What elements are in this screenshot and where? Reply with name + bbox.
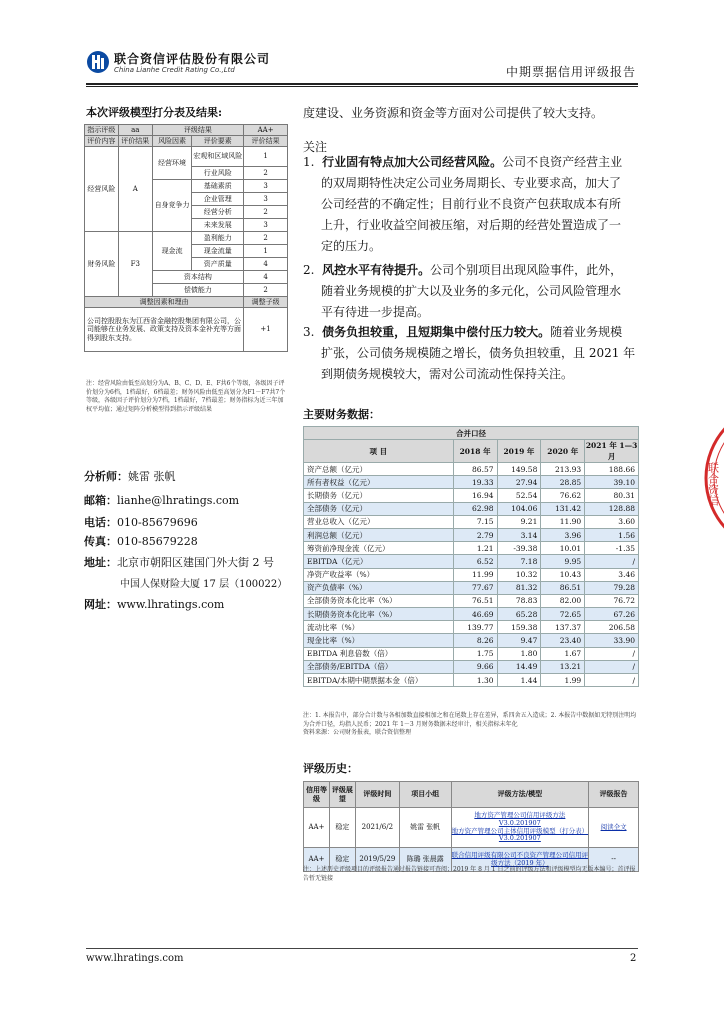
method-link[interactable]: 地方资产管理公司主体信用评级模型（打分表）V3.0.201907 bbox=[451, 826, 589, 843]
finance-item: EBITDA/本期中期票据本金（倍） bbox=[304, 674, 454, 687]
element-score: 1 bbox=[244, 245, 288, 258]
history-date: 2021/6/2 bbox=[355, 808, 399, 848]
finance-row bbox=[304, 555, 639, 568]
finance-value: 11.99 bbox=[453, 568, 497, 581]
finance-col-header: 2019 年 bbox=[497, 440, 541, 463]
fax-label: 传真： bbox=[84, 535, 117, 548]
model-note: 注：经营风险由低至高划分为A、B、C、D、E、F共6个等级，各级因子评价划分为6档，1档最好，6档最差；财务风险由低至高划分为F1－F7共7个等级，各级因子评价划分为7档，1档最好，7档最差；财务指标为近三年加权平均值；通过矩阵分析模型得到指示评级结果 bbox=[86, 380, 286, 414]
finance-row bbox=[304, 515, 639, 528]
model-cell: 指示评级 bbox=[85, 125, 119, 136]
model-cell: 评价要素 bbox=[192, 136, 244, 147]
finance-value: 206.58 bbox=[585, 621, 639, 634]
history-col-header: 评级报告 bbox=[589, 782, 639, 808]
model-cell: aa bbox=[118, 125, 152, 136]
concern-title: 关注 bbox=[303, 140, 328, 154]
header-divider-thin bbox=[86, 86, 638, 87]
finance-row bbox=[304, 621, 639, 634]
model-cell: AA+ bbox=[244, 125, 288, 136]
element-name: 资本结构 bbox=[152, 271, 243, 284]
finance-value: 149.58 bbox=[497, 463, 541, 476]
finance-value: 82.00 bbox=[541, 594, 585, 607]
finance-heading: 主要财务数据： bbox=[303, 408, 380, 421]
finance-item: 净资产收益率（%） bbox=[304, 568, 454, 581]
finance-item: 营业总收入（亿元） bbox=[304, 515, 454, 528]
finance-value: 14.49 bbox=[497, 660, 541, 673]
element-name: 宏观和区域风险 bbox=[192, 147, 244, 167]
finance-value: 19.33 bbox=[453, 476, 497, 489]
finance-value: 137.37 bbox=[541, 621, 585, 634]
finance-item: 利润总额（亿元） bbox=[304, 528, 454, 541]
finance-row bbox=[304, 489, 639, 502]
finance-merge-label: 合并口径 bbox=[304, 427, 639, 440]
model-cell: 风险因素 bbox=[152, 136, 192, 147]
company-name-cn: 联合资信评估股份有限公司 bbox=[114, 52, 271, 66]
address-label: 地址： bbox=[84, 556, 117, 569]
biz-risk-result: A bbox=[118, 147, 152, 232]
model-cell: 评级结果 bbox=[152, 125, 243, 136]
finance-row bbox=[304, 502, 639, 515]
finance-value: 3.14 bbox=[497, 528, 541, 541]
finance-value: 131.42 bbox=[541, 502, 585, 515]
element-name: 盈利能力 bbox=[192, 232, 244, 245]
finance-row bbox=[304, 542, 639, 555]
finance-table-body bbox=[304, 463, 639, 687]
finance-value: 7.18 bbox=[497, 555, 541, 568]
read-full-link[interactable]: 阅读全文 bbox=[600, 823, 627, 832]
finance-value: 128.88 bbox=[585, 502, 639, 515]
concern-1-text: 公司不良资产经营主业 bbox=[502, 155, 623, 169]
finance-row bbox=[304, 647, 639, 660]
finance-value: 79.28 bbox=[585, 581, 639, 594]
element-name: 基础素质 bbox=[192, 180, 244, 193]
finance-item: 全部债务/EBITDA（倍） bbox=[304, 660, 454, 673]
report-title: 中期票据信用评级报告 bbox=[505, 65, 636, 79]
fin-risk-label: 财务风险 bbox=[85, 232, 119, 297]
seal-stamp-icon bbox=[700, 398, 724, 558]
method-link[interactable]: 联合信用评级有限公司不良资产管理公司信用评级方法（2019 年） bbox=[451, 850, 589, 867]
finance-item: 长期债务资本化比率（%） bbox=[304, 608, 454, 621]
concern-3-text: 随着业务规模 bbox=[550, 325, 623, 339]
factor-label: 经营环境 bbox=[152, 147, 192, 180]
rating-history-table bbox=[303, 781, 639, 872]
finance-value: 76.51 bbox=[453, 594, 497, 607]
factor-label: 现金流 bbox=[152, 232, 192, 271]
footer-url[interactable]: www.lhratings.com bbox=[86, 953, 184, 964]
finance-item: 全部债务资本化比率（%） bbox=[304, 594, 454, 607]
fax-value: 010-85679228 bbox=[117, 535, 198, 548]
website-line bbox=[84, 596, 224, 612]
concern-1-line: 上升，行业收益空间被压缩，对后期的经营处置造成了一 bbox=[321, 218, 622, 232]
finance-source: 资料来源：公司财务报表，联合资信整理 bbox=[303, 729, 412, 737]
finance-value: 6.52 bbox=[453, 555, 497, 568]
element-score: 2 bbox=[244, 206, 288, 219]
finance-item: EBITDA 利息倍数（倍） bbox=[304, 647, 454, 660]
finance-item: EBITDA（亿元） bbox=[304, 555, 454, 568]
element-score: 3 bbox=[244, 180, 288, 193]
finance-value: 1.99 bbox=[541, 674, 585, 687]
element-score: 3 bbox=[244, 219, 288, 232]
finance-value: 23.40 bbox=[541, 634, 585, 647]
finance-col-header: 项 目 bbox=[304, 440, 454, 463]
finance-row bbox=[304, 581, 639, 594]
finance-item: 长期债务（亿元） bbox=[304, 489, 454, 502]
concern-2: 2. 风控水平有待提升。公司个别项目出现风险事件，此外， bbox=[303, 263, 623, 277]
finance-value: 10.43 bbox=[541, 568, 585, 581]
model-cell: 评价内容 bbox=[85, 136, 119, 147]
method-link[interactable]: 地方资产管理公司信用评级方法 bbox=[474, 810, 566, 819]
finance-row bbox=[304, 476, 639, 489]
finance-value: 1.67 bbox=[541, 647, 585, 660]
element-name: 资产质量 bbox=[192, 258, 244, 271]
finance-table bbox=[303, 426, 639, 687]
element-name: 未来发展 bbox=[192, 219, 244, 232]
adjust-reason: 公司控股股东为江西省金融控股集团有限公司，公司能够在业务发展、政策支持及资本金补充等方面得到股东支持。 bbox=[85, 308, 244, 352]
finance-value: 3.60 bbox=[585, 515, 639, 528]
concern-2-text: 公司个别项目出现风险事件，此外， bbox=[430, 263, 623, 277]
finance-value: 8.26 bbox=[453, 634, 497, 647]
analyst-label: 分析师： bbox=[84, 470, 128, 483]
finance-value: 188.66 bbox=[585, 463, 639, 476]
element-score: 2 bbox=[244, 284, 288, 297]
finance-value: 9.66 bbox=[453, 660, 497, 673]
finance-value: 213.93 bbox=[541, 463, 585, 476]
history-date: 2019/5/29 bbox=[355, 848, 399, 872]
address-value-1: 北京市朝阳区建国门外大街 2 号 bbox=[117, 556, 274, 569]
footer-divider bbox=[86, 948, 638, 949]
finance-row bbox=[304, 674, 639, 687]
factor-label: 自身竞争力 bbox=[152, 180, 192, 232]
svg-text:联合资信: 联合资信 bbox=[706, 462, 720, 506]
finance-value: 76.62 bbox=[541, 489, 585, 502]
finance-value: 10.01 bbox=[541, 542, 585, 555]
concern-1-line: 公司经营的不确定性；目前行业不良资产包获取成本有所 bbox=[321, 197, 622, 211]
element-score: 4 bbox=[244, 258, 288, 271]
concern-3-line: 到期债务规模较大，需对公司流动性保持关注。 bbox=[321, 367, 574, 381]
element-name: 现金流量 bbox=[192, 245, 244, 258]
finance-value: 16.94 bbox=[453, 489, 497, 502]
address-value-2: 中国人保财险大厦 17 层（100022） bbox=[120, 579, 288, 590]
element-name: 企业管理 bbox=[192, 193, 244, 206]
finance-col-header: 2020 年 bbox=[541, 440, 585, 463]
website-label: 网址： bbox=[84, 598, 117, 611]
finance-row bbox=[304, 608, 639, 621]
biz-risk-label: 经营风险 bbox=[85, 147, 119, 232]
element-score: 3 bbox=[244, 193, 288, 206]
analyst-line bbox=[84, 468, 176, 484]
company-logo-icon bbox=[86, 50, 110, 74]
finance-value: 13.21 bbox=[541, 660, 585, 673]
phone-line bbox=[84, 514, 198, 530]
finance-value: 78.83 bbox=[497, 594, 541, 607]
finance-row bbox=[304, 660, 639, 673]
finance-value: 39.10 bbox=[585, 476, 639, 489]
rating-model-table bbox=[84, 124, 288, 352]
concern-1-line: 的双周期特性决定公司业务周期长、专业要求高，加大了 bbox=[321, 176, 622, 190]
finance-col-header: 2018 年 bbox=[453, 440, 497, 463]
finance-value: 1.21 bbox=[453, 542, 497, 555]
element-score: 1 bbox=[244, 147, 288, 167]
finance-item: 现金比率（%） bbox=[304, 634, 454, 647]
element-score: 4 bbox=[244, 271, 288, 284]
finance-value: 27.94 bbox=[497, 476, 541, 489]
history-team: 陈璐 张晨露 bbox=[399, 848, 451, 872]
concern-1-line: 定的压力。 bbox=[321, 239, 382, 253]
email-line bbox=[84, 492, 239, 508]
finance-item: 所有者权益（亿元） bbox=[304, 476, 454, 489]
finance-value: 28.85 bbox=[541, 476, 585, 489]
history-col-header: 评级方法/模型 bbox=[451, 782, 589, 808]
email-label: 邮箱： bbox=[84, 494, 117, 507]
finance-value: / bbox=[585, 660, 639, 673]
history-heading: 评级历史： bbox=[303, 762, 358, 775]
finance-row bbox=[304, 463, 639, 476]
finance-row bbox=[304, 594, 639, 607]
model-cell: 评价结果 bbox=[118, 136, 152, 147]
finance-value: 1.44 bbox=[497, 674, 541, 687]
finance-value: 3.46 bbox=[585, 568, 639, 581]
history-method bbox=[451, 808, 589, 848]
finance-item: 流动比率（%） bbox=[304, 621, 454, 634]
finance-item: 筹资前净现金流（亿元） bbox=[304, 542, 454, 555]
history-team: 姚雷 张帆 bbox=[399, 808, 451, 848]
finance-value: 1.56 bbox=[585, 528, 639, 541]
concern-3-line: 扩张，公司债务规模随之增长，债务负担较重，且 2021 年 bbox=[321, 346, 636, 360]
history-outlook: 稳定 bbox=[329, 848, 355, 872]
fax-line bbox=[84, 533, 198, 549]
history-report: -- bbox=[589, 848, 639, 872]
adjust-header: 调整因素和理由 bbox=[85, 297, 244, 308]
finance-value: 65.28 bbox=[497, 608, 541, 621]
finance-value: 159.38 bbox=[497, 621, 541, 634]
finance-value: / bbox=[585, 674, 639, 687]
phone-label: 电话： bbox=[84, 516, 117, 529]
history-outlook: 稳定 bbox=[329, 808, 355, 848]
finance-value: 77.67 bbox=[453, 581, 497, 594]
history-grade: AA+ bbox=[304, 808, 330, 848]
finance-row bbox=[304, 568, 639, 581]
element-score: 2 bbox=[244, 167, 288, 180]
adjust-header: 调整子级 bbox=[244, 297, 288, 308]
history-col-header: 项目小组 bbox=[399, 782, 451, 808]
concern-1-bold: 行业固有特点加大公司经营风险。 bbox=[322, 155, 503, 169]
finance-value: 67.26 bbox=[585, 608, 639, 621]
finance-col-header: 2021 年 1—3 月 bbox=[585, 441, 638, 461]
finance-value: 104.06 bbox=[497, 502, 541, 515]
concern-2-bold: 风控水平有待提升。 bbox=[322, 263, 431, 277]
finance-value: 72.65 bbox=[541, 608, 585, 621]
company-name-en: China Lianhe Credit Rating Co.,Ltd bbox=[114, 66, 235, 74]
finance-value: 76.72 bbox=[585, 594, 639, 607]
model-heading: 本次评级模型打分表及结果: bbox=[86, 106, 223, 119]
finance-value: 62.98 bbox=[453, 502, 497, 515]
model-cell: 评价结果 bbox=[244, 136, 288, 147]
history-row bbox=[304, 808, 639, 848]
method-link[interactable]: V3.0.201907 bbox=[498, 818, 541, 827]
history-col-header: 评级展望 bbox=[329, 782, 355, 808]
finance-item: 全部债务（亿元） bbox=[304, 502, 454, 515]
finance-value: -1.35 bbox=[585, 542, 639, 555]
concern-2-line: 平有待进一步提高。 bbox=[321, 305, 430, 319]
finance-value: 11.90 bbox=[541, 515, 585, 528]
history-col-header: 评级时间 bbox=[355, 782, 399, 808]
page-number: 2 bbox=[630, 953, 637, 964]
concern-1: 1. 行业固有特点加大公司经营风险。公司不良资产经营主业 bbox=[303, 155, 623, 169]
history-grade: AA+ bbox=[304, 848, 330, 872]
history-report bbox=[589, 808, 639, 848]
finance-value: 7.15 bbox=[453, 515, 497, 528]
finance-value: 139.77 bbox=[453, 621, 497, 634]
finance-note bbox=[303, 712, 639, 738]
finance-value: 10.32 bbox=[497, 568, 541, 581]
finance-value: 52.54 bbox=[497, 489, 541, 502]
finance-value: 9.47 bbox=[497, 634, 541, 647]
element-name: 经营分析 bbox=[192, 206, 244, 219]
history-note: 注：上述历史评级项目的评级报告通过报告链接可查阅；2019 年 8 月 1 日之前的评级方法和评级模型均无版本编号；首评报告暂无链接 bbox=[303, 866, 636, 882]
finance-value: 86.57 bbox=[453, 463, 497, 476]
finance-value: 3.96 bbox=[541, 528, 585, 541]
finance-value: 1.80 bbox=[497, 647, 541, 660]
finance-value: 80.31 bbox=[585, 489, 639, 502]
finance-value: 81.32 bbox=[497, 581, 541, 594]
element-name: 偿债能力 bbox=[152, 284, 243, 297]
finance-value: / bbox=[585, 555, 639, 568]
finance-value: 1.75 bbox=[453, 647, 497, 660]
finance-value: 9.21 bbox=[497, 515, 541, 528]
finance-value: 33.90 bbox=[585, 634, 639, 647]
finance-value: / bbox=[585, 647, 639, 660]
finance-row bbox=[304, 634, 639, 647]
adjust-value: +1 bbox=[244, 308, 288, 352]
finance-item: 资产负债率（%） bbox=[304, 581, 454, 594]
concern-2-line: 随着业务规模的扩大以及业务的多元化，公司风险管理水 bbox=[321, 284, 622, 298]
finance-value: 86.51 bbox=[541, 581, 585, 594]
finance-value: 1.30 bbox=[453, 674, 497, 687]
history-col-header: 信用等级 bbox=[304, 782, 330, 808]
fin-risk-result: F3 bbox=[118, 232, 152, 297]
finance-item: 资产总额（亿元） bbox=[304, 463, 454, 476]
finance-value: 2.79 bbox=[453, 528, 497, 541]
element-score: 2 bbox=[244, 232, 288, 245]
concern-3-bold: 债务负担较重，且短期集中偿付压力较大。 bbox=[322, 325, 551, 339]
email-link[interactable]: lianhe@lhratings.com bbox=[117, 494, 240, 507]
finance-value: -39.38 bbox=[497, 542, 541, 555]
website-link[interactable]: www.lhratings.com bbox=[117, 598, 225, 611]
concern-3: 3. 债务负担较重，且短期集中偿付压力较大。随着业务规模 bbox=[303, 325, 623, 339]
analyst-value: 姚雷 张帆 bbox=[128, 470, 176, 483]
element-name: 行业风险 bbox=[192, 167, 244, 180]
finance-row bbox=[304, 528, 639, 541]
phone-value: 010-85679696 bbox=[117, 516, 198, 529]
continued-paragraph: 度建设、业务资源和资金等方面对公司提供了较大支持。 bbox=[303, 106, 604, 120]
address-line bbox=[84, 554, 274, 570]
finance-value: 9.95 bbox=[541, 555, 585, 568]
finance-note-text: 注：1. 本报告中，部分合计数与各相加数直接相加之和在尾数上存在差异，系四舍五入造成；2. 本报告中数据如无特别注明均为合并口径，均指人民币；2021 年 1－3 月财务数据未经审计，相关指标未年化 bbox=[303, 712, 637, 728]
finance-value: 46.69 bbox=[453, 608, 497, 621]
header-divider bbox=[86, 83, 638, 85]
